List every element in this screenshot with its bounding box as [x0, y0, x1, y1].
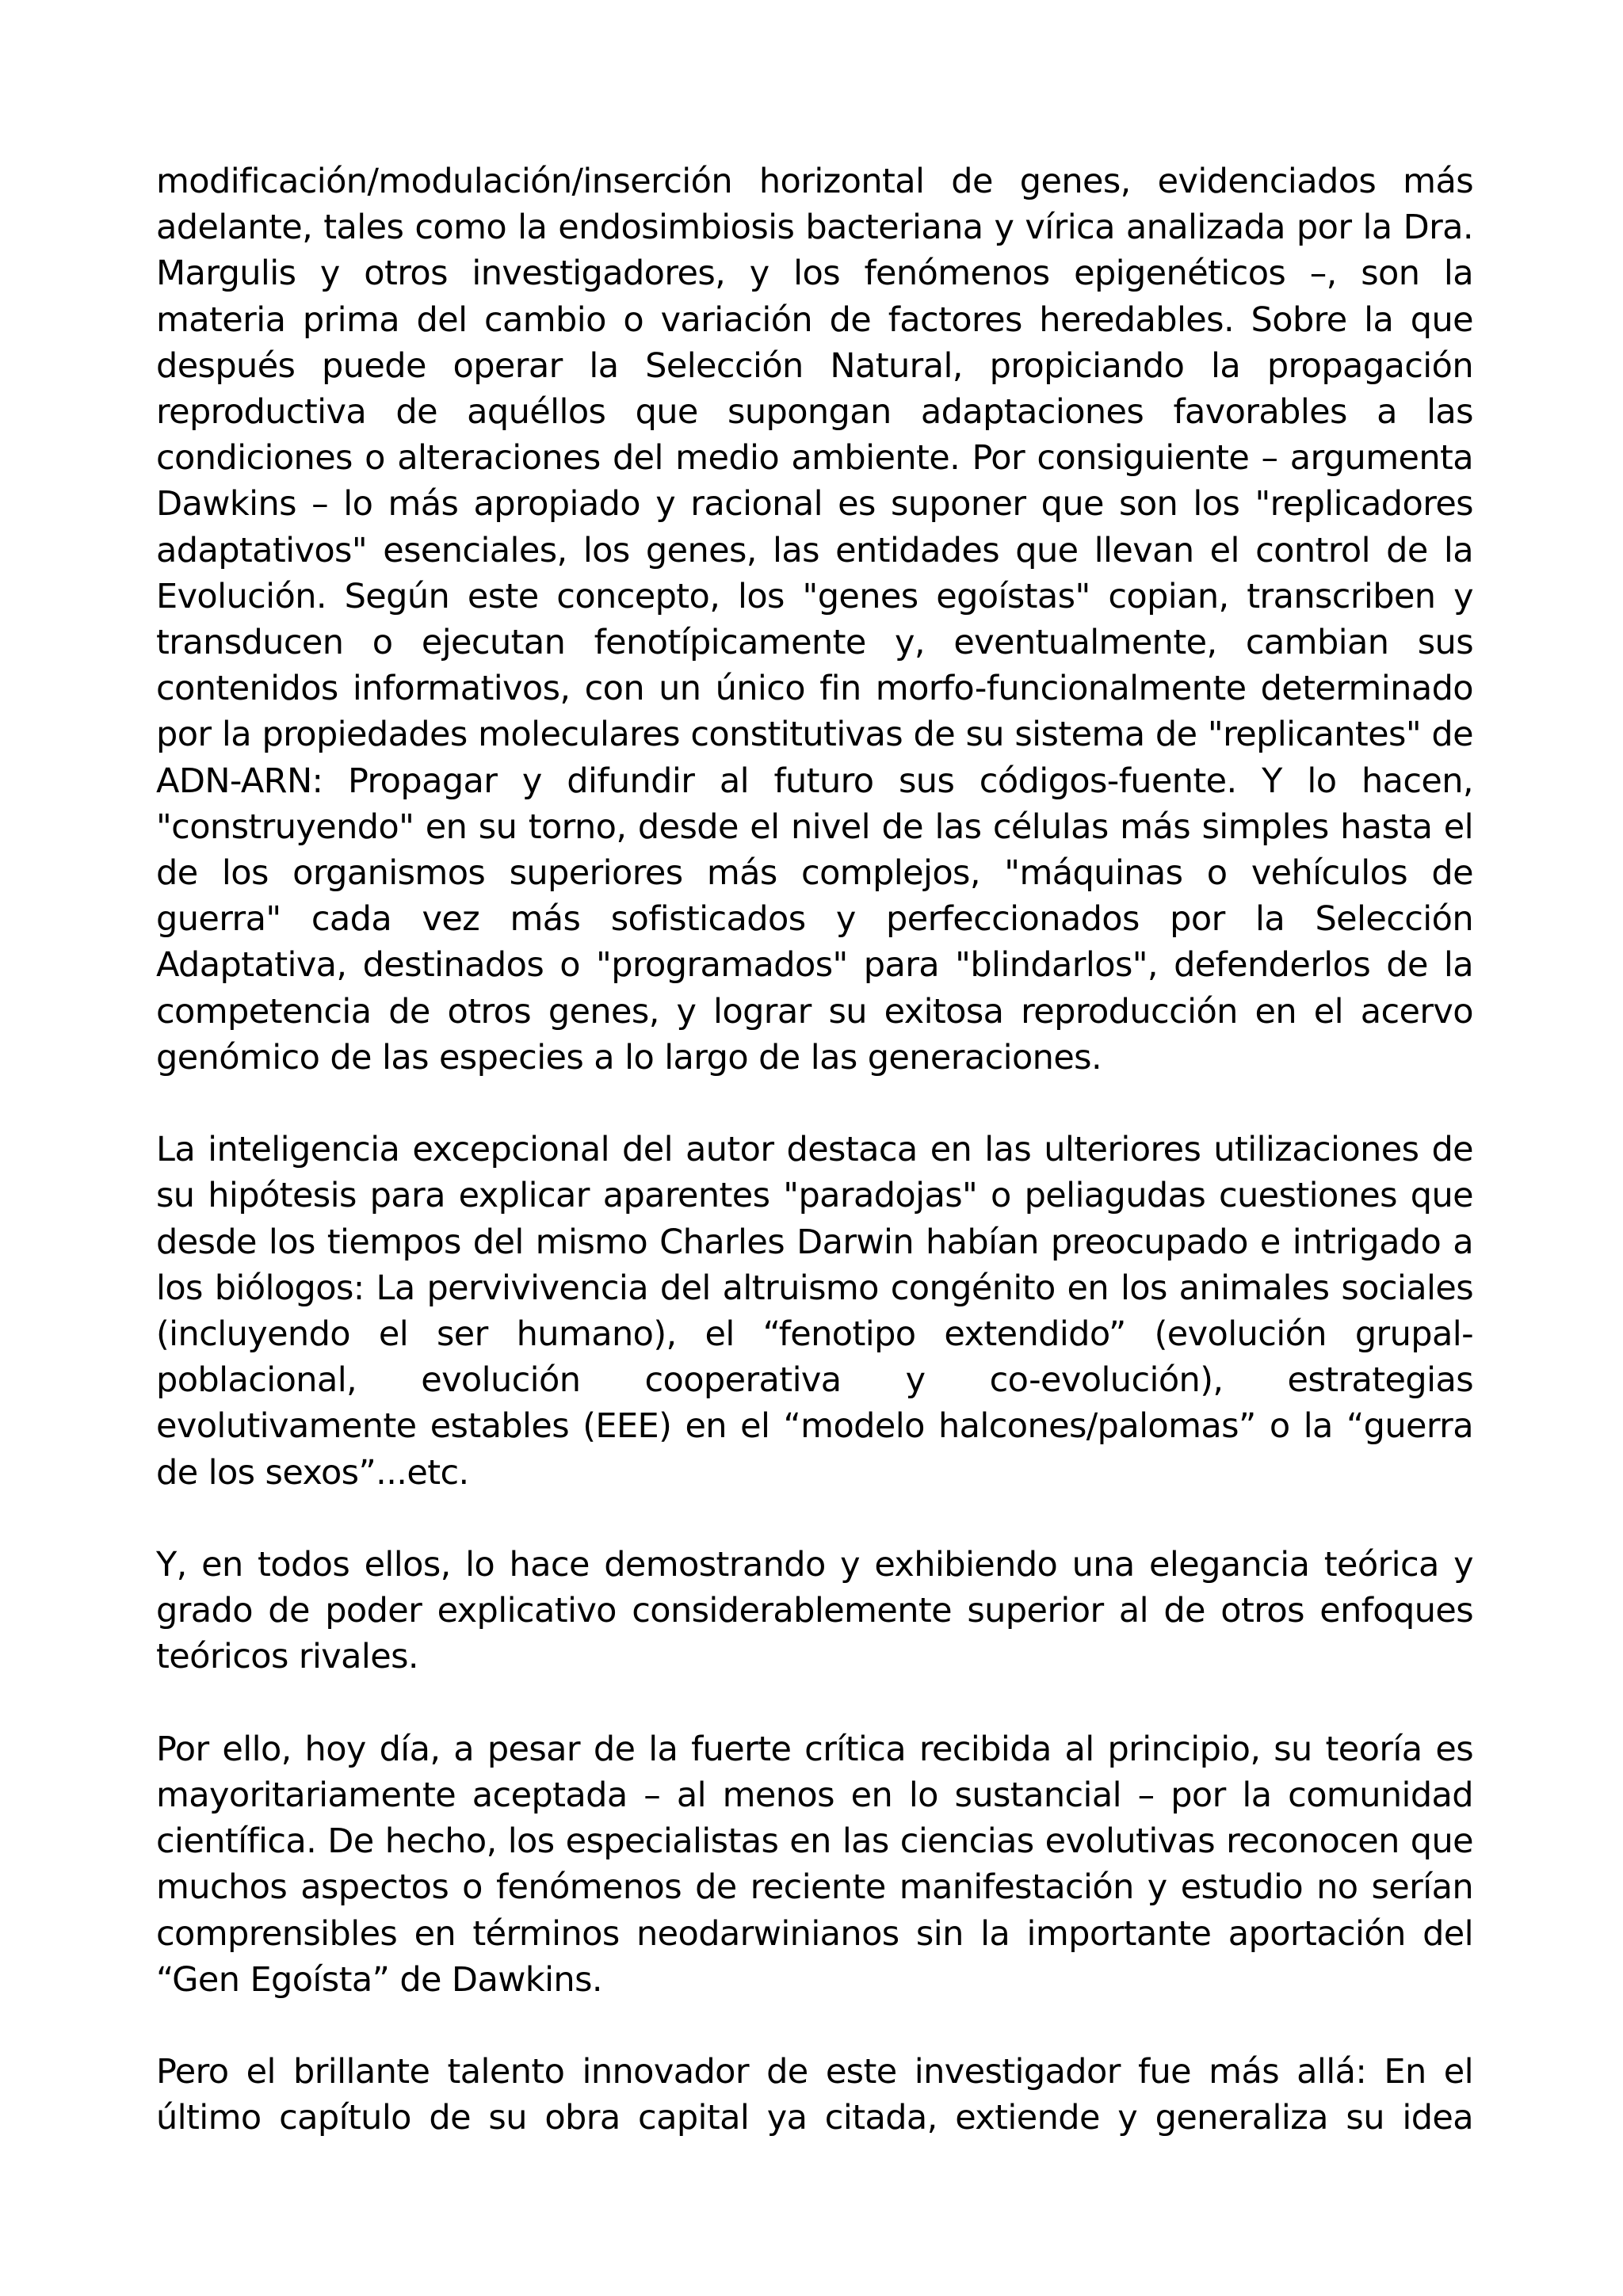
body-text: [156, 158, 1473, 2142]
paragraph-theoretical-elegance: Y, en todos ellos, lo hace demostrando y exhibiendo una elegancia teórica y grado de poder explicativo considerablemente superior al de otros enfoques teóricos rivales.: [156, 1545, 1473, 1677]
paragraph-innovative-talent: Pero el brillante talento innovador de este investigador fue más allá: En el último capítulo de su obra capital ya citada, extiende y generaliza su idea: [156, 2052, 1473, 2138]
paragraph-scientific-acceptance: Por ello, hoy día, a pesar de la fuerte crítica recibida al principio, su teoría es mayoritariamente aceptada – al menos en lo sustancial – por la comunidad científica. De hecho, los especialistas en las ciencias evolutivas reconocen que muchos aspectos o fenómenos de reciente manifestación y estudio no serían comprensibles en términos neodarwinianos sin la importante aportación del “Gen Egoísta” de Dawkins.: [156, 1729, 1473, 2000]
paragraph-author-intelligence: La inteligencia excepcional del autor destaca en las ulteriores utilizaciones de su hipótesis para explicar aparentes "paradojas" o peliagudas cuestiones que desde los tiempos del mismo Charles Darwin habían preocupado e intrigado a los biólogos: La pervivivencia del altruismo congénito en los animales sociales (incluyendo el ser humano), el “fenotipo extendido” (evolución grupal-poblacional, evolución cooperativa y co-evolución), estrategias evolutivamente estables (EEE) en el “modelo halcones/palomas” o la “guerra de los sexos”...etc.: [156, 1130, 1473, 1493]
paragraph-selfish-gene-replicators: modificación/modulación/inserción horizontal de genes, evidenciados más adelante, tales como la endosimbiosis bacteriana y vírica analizada por la Dra. Margulis y otros investigadores, y los fenómenos epigenéticos –, son la materia prima del cambio o variación de factores heredables. Sobre la que después puede operar la Selección Natural, propiciando la propagación reproductiva de aquéllos que supongan adaptaciones favorables a las condiciones o alteraciones del medio ambiente. Por consiguiente – argumenta Dawkins – lo más apropiado y racional es suponer que son los "replicadores adaptativos" esenciales, los genes, las entidades que llevan el control de la Evolución. Según este concepto, los "genes egoístas" copian, transcriben y transducen o ejecutan fenotípicamente y, eventualmente, cambian sus contenidos informativos, con un único fin morfo-funcionalmente determinado por la propiedades moleculares constitutivas de su sistema de "replicantes" de ADN-ARN: Propagar y difundir al futuro sus códigos-fuente. Y lo hacen, "construyendo" en su torno, desde el nivel de las células más simples hasta el de los organismos superiores más complejos, "máquinas o vehículos de guerra" cada vez más sofisticados y perfeccionados por la Selección Adaptativa, destinados o "programados" para "blindarlos", defenderlos de la competencia de otros genes, y lograr su exitosa reproducción en el acervo genómico de las especies a lo largo de las generaciones.: [156, 162, 1473, 1077]
